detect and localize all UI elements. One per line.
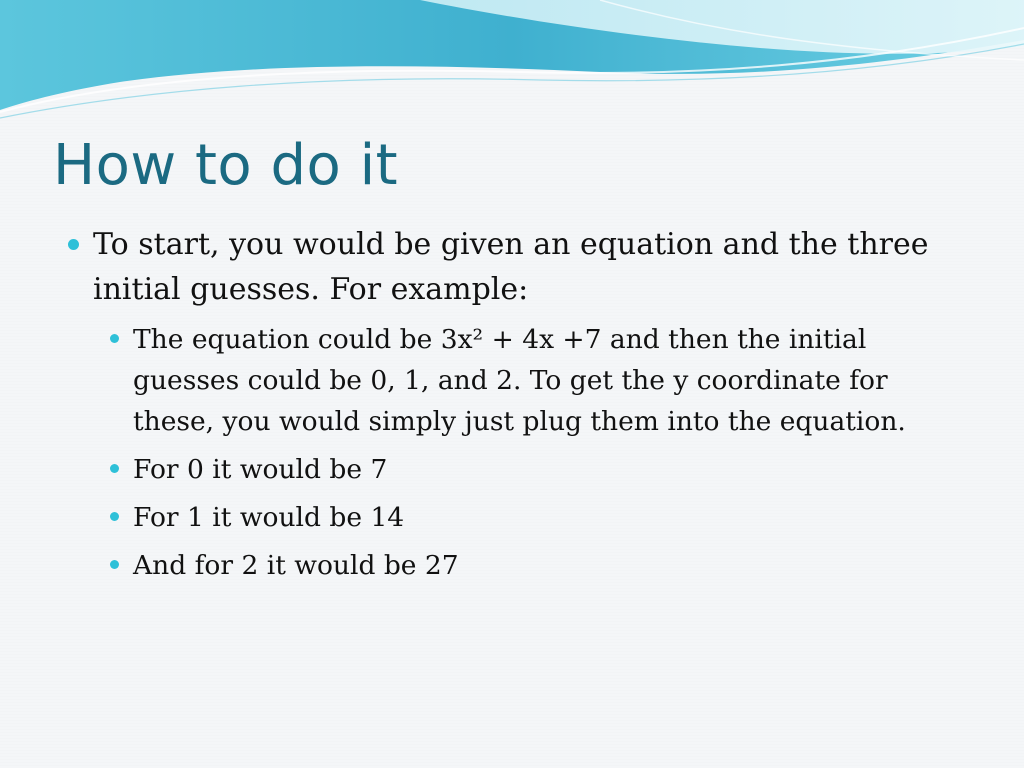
slide-body: [60, 222, 970, 593]
sub-bullet-text: For 1 it would be 14: [133, 502, 405, 533]
sub-bullet-text: For 0 it would be 7: [133, 454, 388, 485]
sub-bullet-item: [60, 319, 943, 442]
bullet-icon: [110, 464, 119, 473]
bullet-icon: [110, 334, 119, 343]
bullet-text: To start, you would be given an equation and the three initial guesses. For example:: [93, 227, 929, 307]
sub-bullet-item: [60, 497, 943, 538]
header-wave-decoration: [0, 0, 1024, 130]
bullet-item: [60, 222, 970, 312]
bullet-icon: [68, 239, 79, 250]
slide-title: How to do it: [53, 133, 399, 198]
bullet-icon: [110, 512, 119, 521]
sub-bullet-item: [60, 545, 943, 586]
sub-bullet-text: And for 2 it would be 27: [133, 550, 459, 581]
bullet-icon: [110, 560, 119, 569]
sub-bullet-list: [60, 319, 970, 586]
sub-bullet-text: The equation could be 3x² + 4x +7 and then the initial guesses could be 0, 1, and 2. To get the y coordinate for these, you would simply just plug them into the equation.: [133, 324, 906, 437]
sub-bullet-item: [60, 449, 943, 490]
